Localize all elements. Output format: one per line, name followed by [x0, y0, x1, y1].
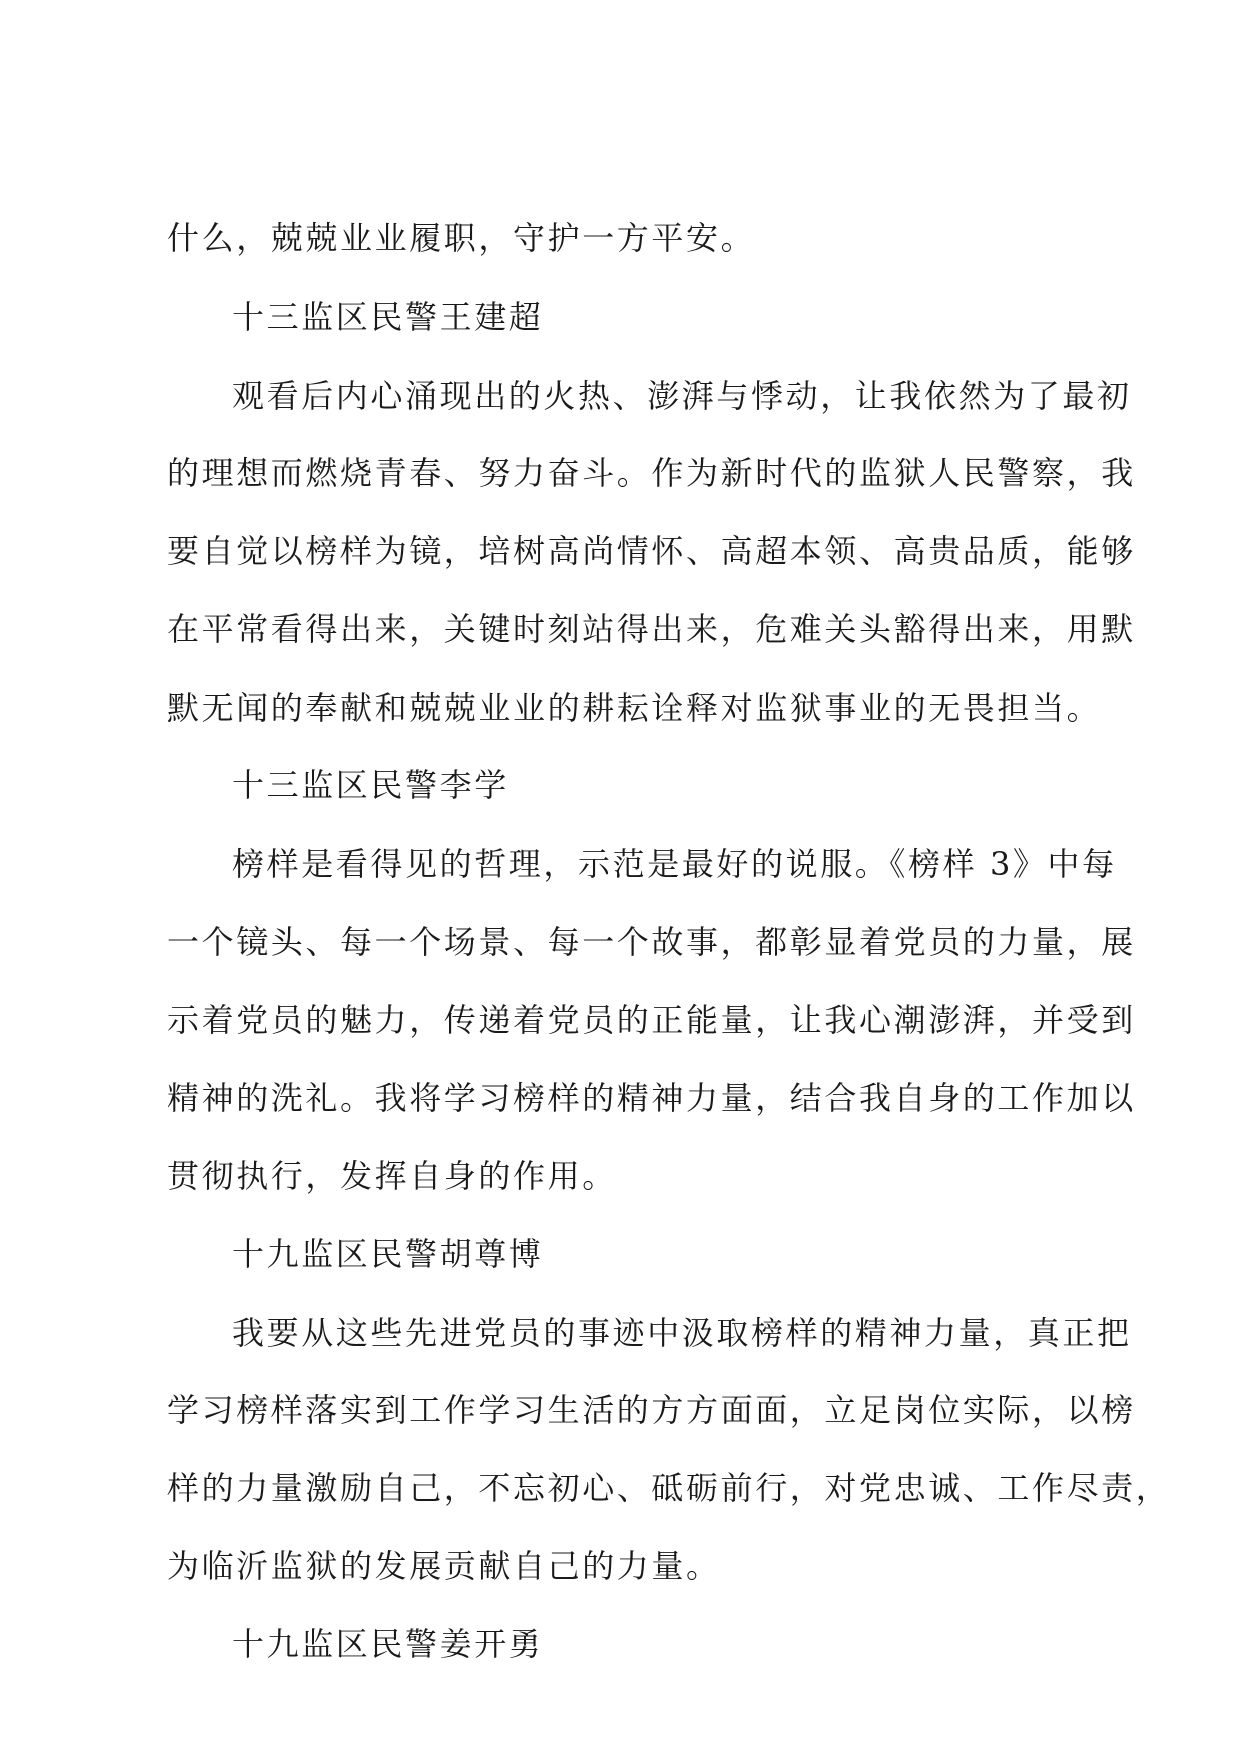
section-heading-author: 十九监区民警姜开勇	[232, 1625, 544, 1663]
text-line: 学习榜样落实到工作学习生活的方方面面，立足岗位实际，以榜	[167, 1391, 1136, 1429]
section-heading-author: 十三监区民警王建超	[232, 298, 544, 336]
text-line: 的理想而燃烧青春、努力奋斗。作为新时代的监狱人民警察，我	[167, 454, 1136, 492]
text-line: 贯彻执行，发挥自身的作用。	[167, 1157, 617, 1195]
section-heading-author: 十九监区民警胡尊博	[232, 1235, 544, 1273]
text-line: 示着党员的魅力，传递着党员的正能量，让我心潮澎湃，并受到	[167, 1001, 1136, 1039]
text-line: 为临沂监狱的发展贡献自己的力量。	[167, 1547, 721, 1585]
text-line: 样的力量激励自己，不忘初心、砥砺前行，对党忠诚、工作尽责，	[167, 1469, 1171, 1507]
text-line: 精神的洗礼。我将学习榜样的精神力量，结合我自身的工作加以	[167, 1079, 1136, 1117]
text-line: 要自觉以榜样为镜，培树高尚情怀、高超本领、高贵品质，能够	[167, 532, 1136, 570]
text-line: 什么，兢兢业业履职，守护一方平安。	[167, 219, 756, 257]
text-line: 我要从这些先进党员的事迹中汲取榜样的精神力量，真正把	[232, 1314, 1132, 1352]
text-line: 观看后内心涌现出的火热、澎湃与悸动，让我依然为了最初	[232, 377, 1132, 415]
text-line: 榜样是看得见的哲理，示范是最好的说服。《榜样 3》中每	[232, 845, 1117, 883]
text-line: 默无闻的奉献和兢兢业业的耕耘诠释对监狱事业的无畏担当。	[167, 689, 1102, 727]
section-heading-author: 十三监区民警李学	[232, 766, 509, 804]
text-line: 一个镜头、每一个场景、每一个故事，都彰显着党员的力量，展	[167, 923, 1136, 961]
text-line: 在平常看得出来，关键时刻站得出来，危难关头豁得出来，用默	[167, 610, 1136, 648]
